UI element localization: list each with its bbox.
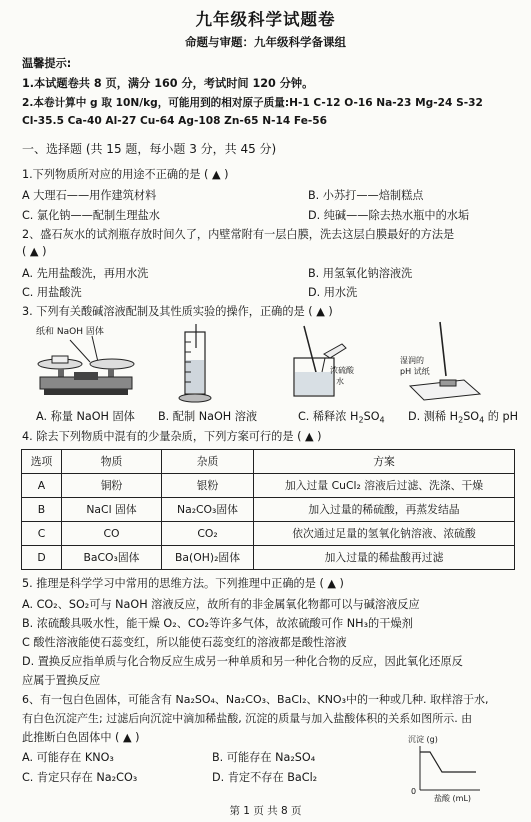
table-cell: Na₂CO₃固体 xyxy=(162,498,254,522)
notes-line-1: 1.本试题卷共 8 页，满分 160 分，考试时间 120 分钟。 xyxy=(22,77,314,90)
page-subtitle: 命题与审题：九年级科学备课组 xyxy=(185,35,346,49)
q1-stem: 1.下列物质所对应的用途不正确的是 ( ▲ ) xyxy=(22,168,229,181)
notes-line-3: Cl-35.5 Ca-40 Al-27 Cu-64 Ag-108 Zn-65 N-14 Fe-56 xyxy=(22,115,328,127)
table-header-cell: 选项 xyxy=(22,450,62,474)
table-row xyxy=(22,522,515,546)
table-cell: NaCl 固体 xyxy=(62,498,162,522)
table-cell: D xyxy=(22,546,62,570)
q5-option-a: A. CO₂、SO₂可与 NaOH 溶液反应，故所有的非金属氧化物都可以与碱溶液反应 xyxy=(22,598,420,611)
q2-stem-line2: ( ▲ ) xyxy=(22,245,47,258)
table-cell: 依次通过足量的氢氧化钠溶液、浓硫酸 xyxy=(254,522,515,546)
q6-stem-line2: 有白色沉淀产生; 过滤后向沉淀中滴加稀盐酸, 沉淀的质量与加入盐酸体积的关系如图所示. 由 xyxy=(22,712,473,725)
table-header-cell: 杂质 xyxy=(162,450,254,474)
notes-line-2: 2.本卷计算中 g 取 10N/kg，可能用到的相对原子质量:H-1 C-12 O-16 Na-23 Mg-24 S-32 xyxy=(22,97,483,109)
q6-stem-line3: 此推断白色固体中 ( ▲ ) xyxy=(22,731,140,744)
q3-stem: 3. 下列有关酸碱溶液配制及其性质实验的操作，正确的是 ( ▲ ) xyxy=(22,305,333,318)
fig-d-label-1: 湿润的 xyxy=(400,356,424,365)
q1-option-a: A 大理石——用作建筑材料 xyxy=(22,189,157,202)
table-cell: A xyxy=(22,474,62,498)
table-cell: 加入过量的稀硫酸，再蒸发结晶 xyxy=(254,498,515,522)
q2-option-a: A. 先用盐酸洗，再用水洗 xyxy=(22,267,149,280)
q6-option-a: A. 可能存在 KNO₃ xyxy=(22,751,114,764)
fig-c-label-acid: 浓硫酸 xyxy=(330,366,354,375)
table-cell: Ba(OH)₂固体 xyxy=(162,546,254,570)
q3-option-b: B. 配制 NaOH 溶液 xyxy=(158,410,258,423)
balance-figure xyxy=(30,334,140,400)
table-header-row xyxy=(22,450,515,474)
q6-stem-line1: 6、有一包白色固体，可能含有 Na₂SO₄、Na₂CO₃、BaCl₂、KNO₃中的一种或几种. 取样溶于水, xyxy=(22,693,489,706)
table-row xyxy=(22,498,515,522)
section-title: 一、选择题 (共 15 题，每小题 3 分，共 45 分) xyxy=(22,142,277,156)
q1-option-b: B. 小苏打——焙制糕点 xyxy=(308,189,424,202)
table-cell: 铜粉 xyxy=(62,474,162,498)
q1-option-d: D. 纯碱——除去热水瓶中的水垢 xyxy=(308,209,470,222)
q2-option-b: B. 用氢氧化钠溶液洗 xyxy=(308,267,413,280)
q2-option-c: C. 用盐酸洗 xyxy=(22,286,82,299)
table-cell: 加入过量的稀盐酸再过滤 xyxy=(254,546,515,570)
page-footer: 第 1 页 共 8 页 xyxy=(229,805,302,817)
q5-option-c: C 酸性溶液能使石蕊变红，所以能使石蕊变红的溶液都是酸性溶液 xyxy=(22,636,347,649)
table-cell: 银粉 xyxy=(162,474,254,498)
cylinder-figure xyxy=(170,322,220,404)
table-row xyxy=(22,474,515,498)
graph-y-label: 沉淀 (g) xyxy=(408,735,438,744)
table-cell: B xyxy=(22,498,62,522)
fig-d-label-2: pH 试纸 xyxy=(400,367,430,376)
q1-option-c: C. 氯化钠——配制生理盐水 xyxy=(22,209,160,222)
q5-option-d-line1: D. 置换反应指单质与化合物反应生成另一种单质和另一种化合物的反应，因此氧化还原反 xyxy=(22,655,463,668)
notes-heading: 温馨提示: xyxy=(22,57,72,70)
q4-stem: 4. 除去下列物质中混有的少量杂质，下列方案可行的是 ( ▲ ) xyxy=(22,430,322,443)
graph-x-label: 盐酸 (mL) xyxy=(434,794,472,803)
precipitate-graph xyxy=(414,744,484,794)
dilution-figure xyxy=(284,322,360,402)
q6-option-c: C. 肯定只存在 Na₂CO₃ xyxy=(22,771,138,784)
q5-option-d-line2: 应属于置换反应 xyxy=(22,674,101,687)
table-cell: BaCO₃固体 xyxy=(62,546,162,570)
table-cell: CO xyxy=(62,522,162,546)
q3-option-a: A. 称量 NaOH 固体 xyxy=(36,410,135,423)
q3-option-c: C. 稀释浓 $H_2SO_4$ xyxy=(298,410,385,425)
table-header-cell: 方案 xyxy=(254,450,515,474)
table-cell: 加入过量 CuCl₂ 溶液后过滤、洗涤、干燥 xyxy=(254,474,515,498)
q2-stem-line1: 2、盛石灰水的试剂瓶存放时间久了，内壁常附有一层白膜，洗去这层白膜最好的方法是 xyxy=(22,228,455,241)
q6-option-b: B. 可能存在 Na₂SO₄ xyxy=(212,751,316,764)
q5-stem: 5. 推理是科学学习中常用的思维方法。下列推理中正确的是 ( ▲ ) xyxy=(22,577,344,590)
table-cell: CO₂ xyxy=(162,522,254,546)
fig-a-label: 纸和 NaOH 固体 xyxy=(36,327,104,337)
fig-c-label-water: 水 xyxy=(336,377,344,386)
q6-option-d: D. 肯定不存在 BaCl₂ xyxy=(212,771,318,784)
page-title: 九年级科学试题卷 xyxy=(195,10,336,29)
q4-table xyxy=(21,449,515,570)
table-cell: C xyxy=(22,522,62,546)
graph-origin: 0 xyxy=(411,787,417,796)
q5-option-b: B. 浓硫酸具吸水性，能干燥 O₂、CO₂等许多气体，故浓硫酸可作 NH₃的干燥剂 xyxy=(22,617,413,630)
table-header-cell: 物质 xyxy=(62,450,162,474)
q3-option-d: D. 测稀 $H_2SO_4$ 的 pH xyxy=(408,410,519,425)
q2-option-d: D. 用水洗 xyxy=(308,286,358,299)
table-row xyxy=(22,546,515,570)
